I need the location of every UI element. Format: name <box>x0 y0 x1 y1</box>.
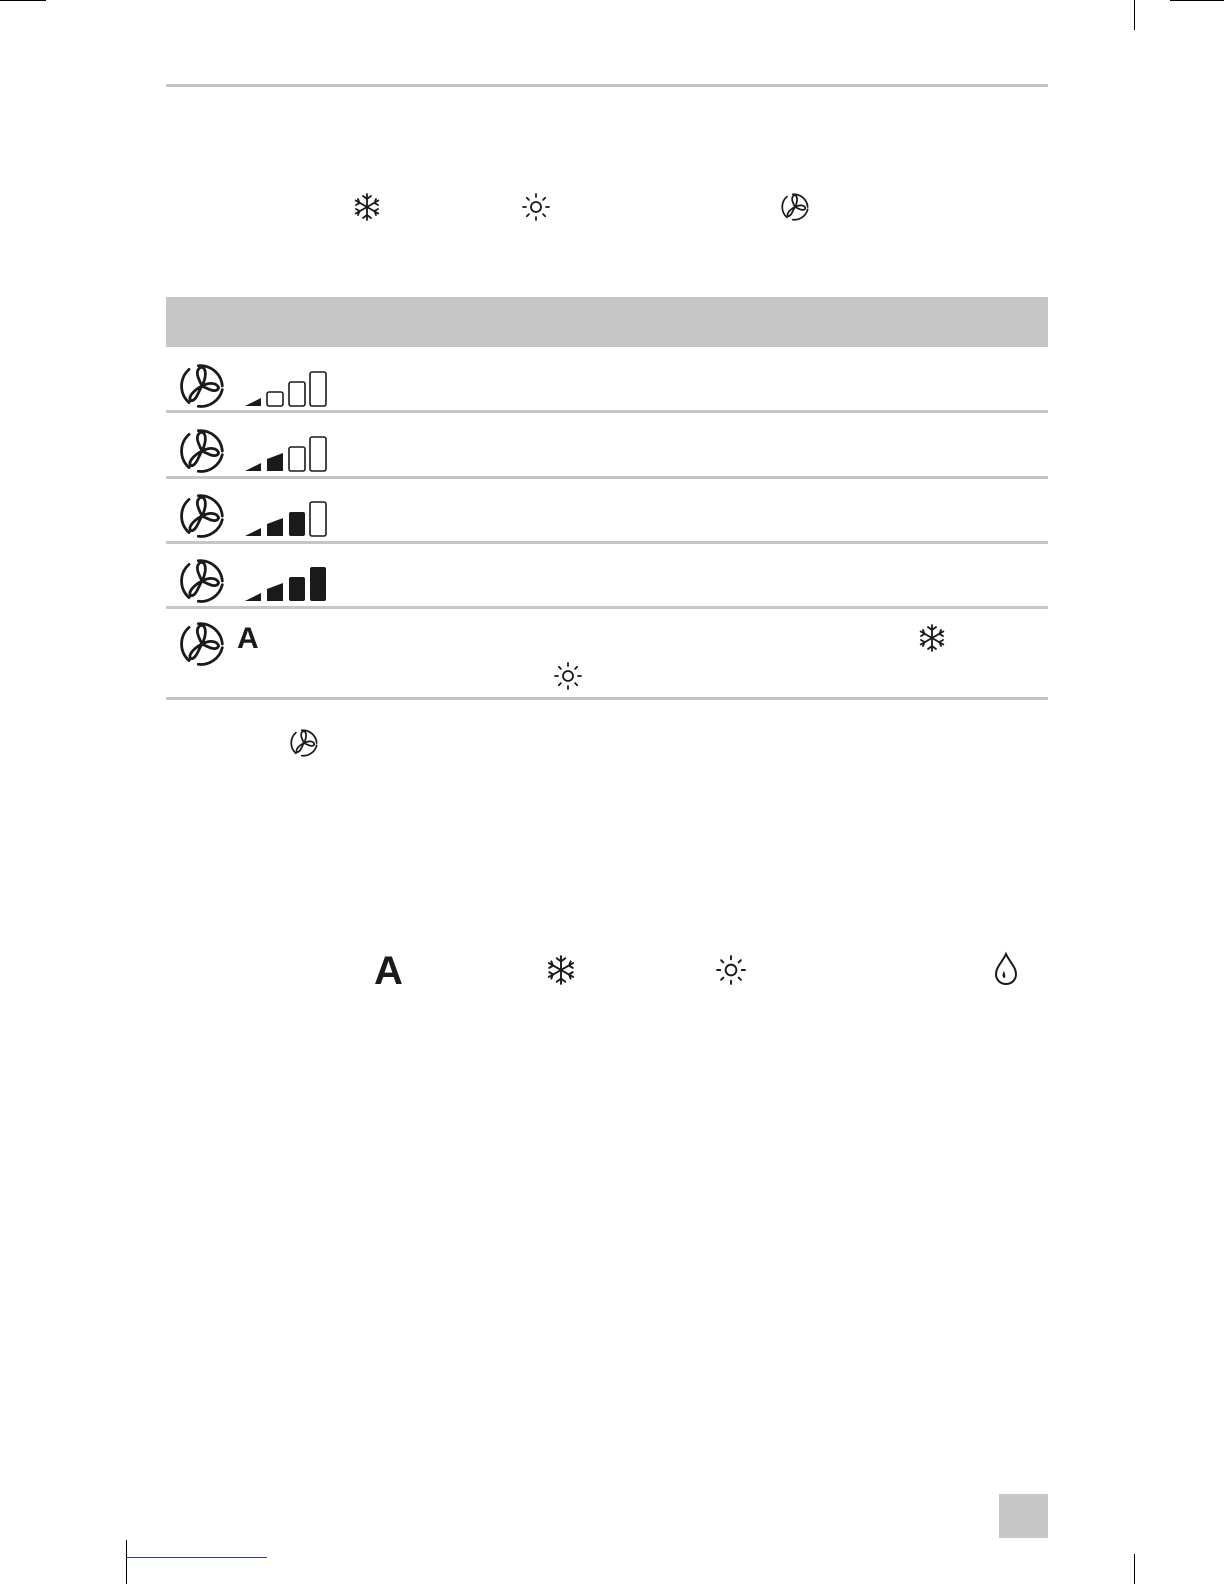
sun-icon <box>716 955 746 985</box>
table-row-separator <box>166 476 1048 479</box>
fan-speed-indicator-4 <box>243 565 329 605</box>
fan-icon <box>288 728 320 758</box>
footer-link-underline <box>126 1557 267 1558</box>
table-row-separator <box>166 606 1048 609</box>
sun-icon <box>522 193 550 221</box>
fan-icon <box>175 492 229 540</box>
crop-mark-top-right <box>1170 0 1224 1</box>
snowflake-icon <box>353 193 381 221</box>
crop-mark-left-vertical <box>126 1540 127 1584</box>
fan-icon <box>175 427 229 475</box>
fan-icon <box>779 192 811 222</box>
fan-icon <box>175 620 229 668</box>
fan-icon <box>175 557 229 605</box>
fan-icon <box>175 362 229 410</box>
table-row-separator <box>166 541 1048 544</box>
auto-fan-label: A <box>237 622 259 655</box>
crop-mark-right-vertical <box>1134 0 1135 30</box>
crop-mark-top-left <box>0 0 46 1</box>
snowflake-icon <box>546 955 576 985</box>
droplet-icon <box>993 952 1019 986</box>
snowflake-icon <box>918 624 946 652</box>
sun-icon <box>554 662 582 690</box>
page-number-tab <box>999 1494 1048 1538</box>
fan-speed-indicator-2 <box>243 435 329 475</box>
table-bottom-rule <box>166 697 1048 700</box>
table-row-separator <box>166 410 1048 413</box>
fan-speed-indicator-1 <box>243 370 329 410</box>
header-rule <box>166 84 1048 87</box>
table-header <box>166 297 1048 347</box>
auto-icon: A <box>374 949 403 993</box>
fan-speed-indicator-3 <box>243 500 329 540</box>
crop-mark-right-vertical-bottom <box>1134 1554 1135 1584</box>
